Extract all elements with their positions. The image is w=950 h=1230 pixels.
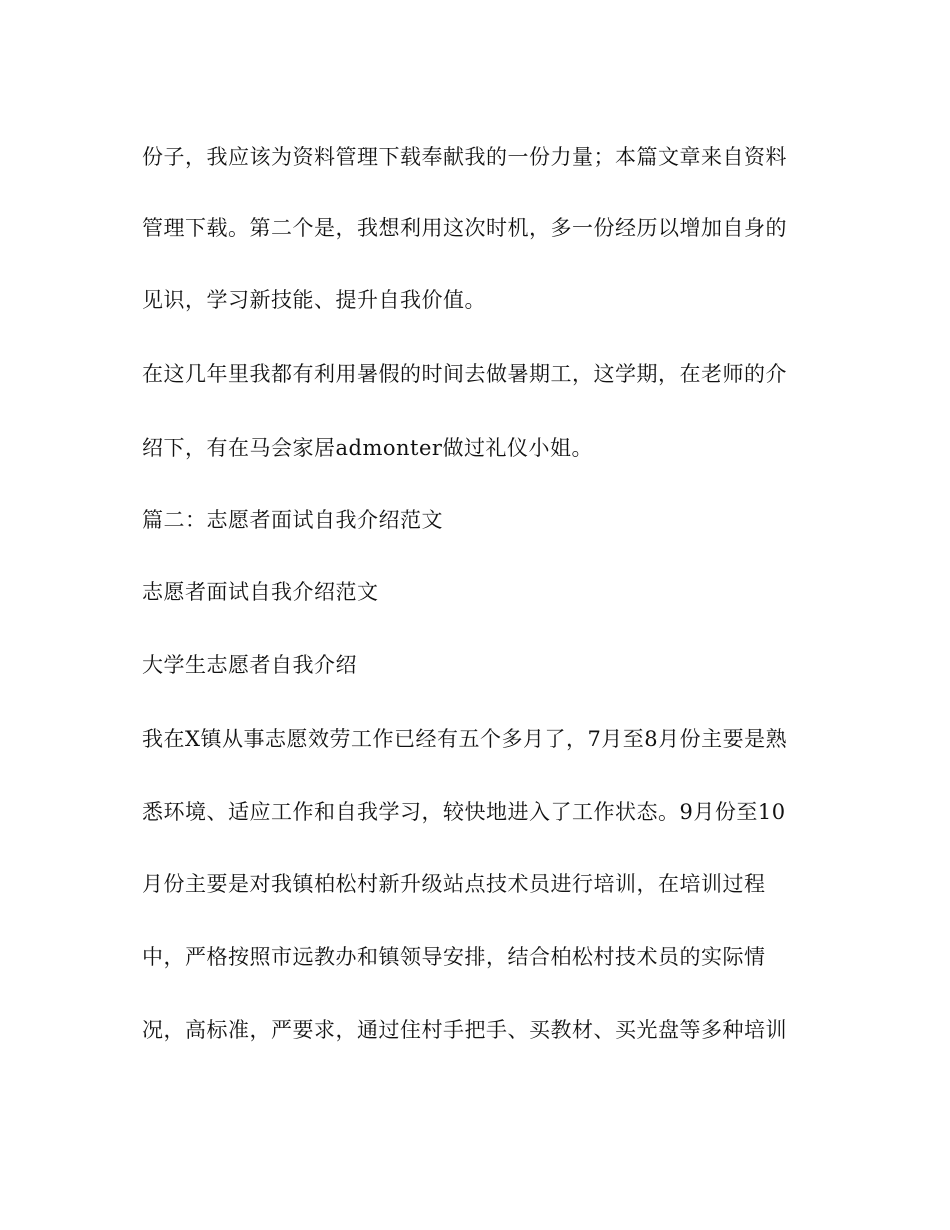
text-line-13: 况，高标准，严要求，通过住村手把手、买教材、买光盘等多种培训 [142, 1018, 787, 1042]
text-line-9: 我在X镇从事志愿效劳工作已经有五个多月了，7月至8月份主要是熟 [142, 727, 788, 751]
text-line-10: 悉环境、适应工作和自我学习，较快地进入了工作状态。9月份至10 [142, 800, 786, 824]
article-title: 志愿者面试自我介绍范文 [142, 580, 379, 604]
text-line-1: 份子，我应该为资料管理下载奉献我的一份力量；本篇文章来自资料 [142, 145, 787, 169]
section-heading: 篇二：志愿者面试自我介绍范文 [142, 508, 443, 532]
text-line-3: 见识，学习新技能、提升自我价值。 [142, 288, 486, 312]
text-line-5: 绍下，有在马会家居admonter做过礼仪小姐。 [142, 436, 593, 460]
text-line-11: 月份主要是对我镇柏松村新升级站点技术员进行培训，在培训过程 [142, 872, 766, 896]
article-subtitle: 大学生志愿者自我介绍 [142, 653, 357, 677]
text-line-12: 中，严格按照市远教办和镇领导安排，结合柏松村技术员的实际情 [142, 945, 766, 969]
text-line-2: 管理下载。第二个是，我想利用这次时机，多一份经历以增加自身的 [142, 216, 787, 240]
text-line-4: 在这几年里我都有利用暑假的时间去做暑期工，这学期，在老师的介 [142, 362, 787, 386]
